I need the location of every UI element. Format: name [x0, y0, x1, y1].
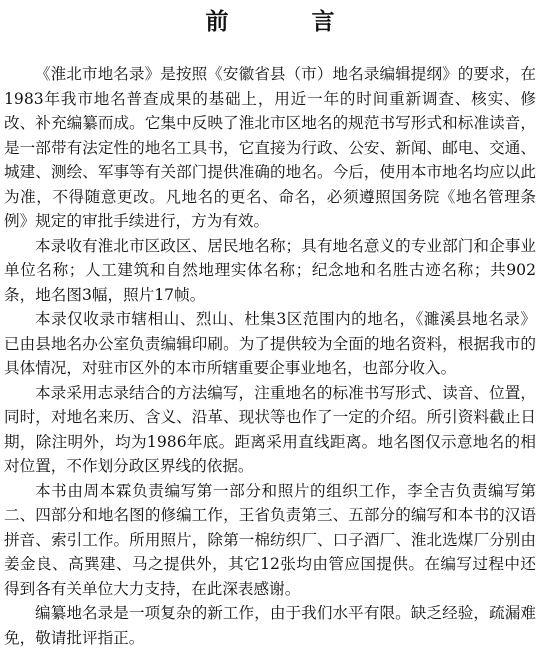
paragraph-1: 《淮北市地名录》是按照《安徽省县（市）地名录编辑提纲》的要求，在1983年我市地名普查成果的基础上，用近一年的时间重新调查、核实、修改、补充编纂而成。它集中反映了淮北市区地名的规范书写形式和标准读音，是一部带有法定性的地名工具书，它直接为行政、公安、新闻、邮电、交通、城建、测绘、军事等有关部门提供准确的地名。今后，使用本市地名均应以此为准，不得随意更改。凡地名的更名、命名，必须遵照国务院《地名管理条例》规定的审批手续进行，方为有效。: [4, 65, 536, 230]
paragraph-4: 本录采用志录结合的方法编写，注重地名的标准书写形式、读音、位置，同时，对地名来历、含义、沿革、现状等也作了一定的介绍。所引资料截止日期，除注明外，均为1986年底。距离采用直线距离。地名图仅示意地名的相对位置，不作划分政区界线的依据。: [4, 383, 536, 475]
paragraph-5: 本书由周本霖负责编写第一部分和照片的组织工作，李全吉负责编写第二、四部分和地名图的修编工作，王省负责第三、五部分的编写和本书的汉语拼音、索引工作。所用照片，除第一棉纺织厂、口子酒厂、淮北选煤厂分别由姜金良、高巽建、马之提供外，其它12张均由管应国提供。在编写过程中还得到各有关单位大力支持，在此深表感谢。: [4, 481, 536, 598]
paragraph-3: 本录仅收录市辖相山、烈山、杜集3区范围内的地名，《濉溪县地名录》已由县地名办公室负责编辑印刷。为了提供较为全面的地名资料，根据我市的具体情况，对驻市区外的本市所辖重要企事业地名，也部分收入。: [4, 310, 536, 377]
page-title: 前 言: [205, 9, 365, 35]
paragraph-2: 本录收有淮北市区政区、居民地名称；具有地名意义的专业部门和企事业单位名称；人工建筑和自然地理实体名称；纪念地和名胜古迹名称；共902条，地名图3幅，照片17帧。: [4, 236, 536, 304]
paragraph-6: 编纂地名录是一项复杂的新工作，由于我们水平有限。缺乏经验，疏漏难免，敬请批评指正。: [4, 604, 536, 647]
